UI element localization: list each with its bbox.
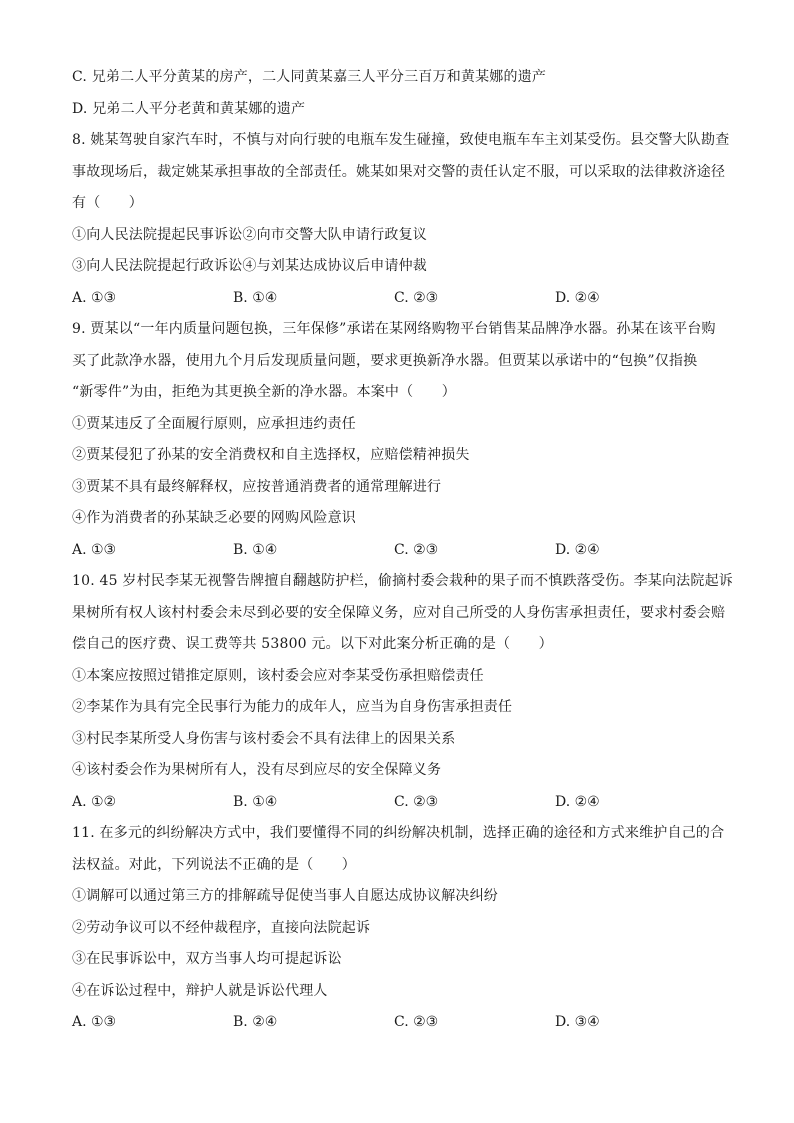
option-c: C. 兄弟二人平分黄某的房产，二人同黄某嘉三人平分三百万和黄某娜的遗产: [72, 69, 547, 85]
question-8: [72, 125, 730, 314]
question-stem-line: 9. 贾某以“一年内质量问题包换，三年保修”承诺在某网络购物平台销售某品牌净水器。孙某在该平台购: [72, 321, 716, 337]
statement-line: ②李某作为具有完全民事行为能力的成年人，应当为自身伤害承担责任: [72, 699, 513, 715]
question-stem-line: 果树所有权人该村村委会未尽到必要的安全保障义务，应对自己所受的人身伤害承担责任，要求村委会赔: [72, 604, 726, 621]
question-stem-line: 事故现场后，裁定姚某承担事故的全部责任。姚某如果对交警的责任认定不服，可以采取的法律救济途径: [72, 163, 726, 180]
statement-line: ①调解可以通过第三方的排解疏导促使当事人自愿达成协议解决纠纷: [72, 888, 498, 904]
question-stem-line: 偿自己的医疗费、误工费等共 53800 元。以下对此案分析正确的是（ ）: [72, 636, 553, 652]
choice-d: D. ②④: [555, 541, 600, 558]
choice-b: B. ①④: [233, 541, 278, 558]
choice-c: C. ②③: [394, 1014, 439, 1030]
statement-line: ④作为消费者的孙某缺乏必要的网购风险意识: [72, 510, 356, 526]
choice-d: D. ②④: [555, 289, 600, 306]
answer-choices: [72, 1007, 722, 1039]
statement-line: ①本案应按照过错推定原则，该村委会应对李某受伤承担赔偿责任: [72, 667, 484, 684]
answer-choices: [72, 535, 722, 567]
question-10: [72, 566, 733, 818]
question-stem-line: 有（ ）: [72, 195, 143, 211]
choice-b: B. ①④: [233, 793, 278, 810]
question-9: [72, 314, 722, 566]
choice-a: A. ①③: [72, 289, 117, 306]
choice-c: C. ②③: [394, 289, 439, 306]
statement-line: ①向人民法院提起民事诉讼②向市交警大队申请行政复议: [72, 226, 427, 243]
statement-line: ②劳动争议可以不经仲裁程序，直接向法院起诉: [72, 919, 371, 936]
exam-page: [72, 62, 733, 1039]
question-stem-line: 法权益。对此，下列说法不正确的是（ ）: [72, 856, 356, 873]
choice-b: B. ②④: [233, 1014, 278, 1030]
question-stem-line: “新零件”为由，拒绝为其更换全新的净水器。本案中（ ）: [72, 384, 456, 400]
statement-line: ②贾某侵犯了孙某的安全消费权和自主选择权，应赔偿精神损失: [72, 447, 470, 463]
statement-line: ④该村委会作为果树所有人，没有尽到应尽的安全保障义务: [72, 762, 442, 778]
statement-line: ③在民事诉讼中，双方当事人均可提起诉讼: [72, 951, 342, 967]
question-7-tail: [72, 62, 722, 125]
question-stem-line: 买了此款净水器，使用九个月后发现质量问题，要求更换新净水器。但贾某以承诺中的“包换”仅指换: [72, 352, 698, 369]
statement-line: ③贾某不具有最终解释权，应按普通消费者的通常理解进行: [72, 478, 442, 495]
choice-d: D. ②④: [555, 793, 600, 810]
choice-c: C. ②③: [394, 541, 439, 558]
question-11: [72, 818, 725, 1039]
question-stem-line: 11. 在多元的纠纷解决方式中，我们要懂得不同的纠纷解决机制，选择正确的途径和方式来维护自己的合: [72, 825, 725, 841]
question-stem-line: 10. 45 岁村民李某无视警告牌擅自翻越防护栏，偷摘村委会栽种的果子而不慎跌落受伤。李某向法院起诉: [72, 573, 733, 589]
choice-c: C. ②③: [394, 793, 439, 810]
choice-a: A. ①②: [72, 793, 117, 810]
question-stem-line: 8. 姚某驾驶自家汽车时，不慎与对向行驶的电瓶车发生碰撞，致使电瓶车车主刘某受伤。县交警大队勘查: [72, 132, 730, 148]
option-d: D. 兄弟二人平分老黄和黄某娜的遗产: [72, 100, 306, 117]
choice-a: A. ①③: [72, 541, 117, 558]
statement-line: ①贾某违反了全面履行原则，应承担违约责任: [72, 415, 356, 432]
statement-line: ④在诉讼过程中，辩护人就是诉讼代理人: [72, 982, 328, 999]
answer-choices: [72, 283, 722, 315]
choice-a: A. ①③: [72, 1014, 117, 1030]
choice-d: D. ③④: [555, 1014, 600, 1030]
statement-line: ③向人民法院提起行政诉讼④与刘某达成协议后申请仲裁: [72, 258, 427, 274]
answer-choices: [72, 787, 722, 819]
statement-line: ③村民李某所受人身伤害与该村委会不具有法律上的因果关系: [72, 730, 456, 747]
choice-b: B. ①④: [233, 289, 278, 306]
